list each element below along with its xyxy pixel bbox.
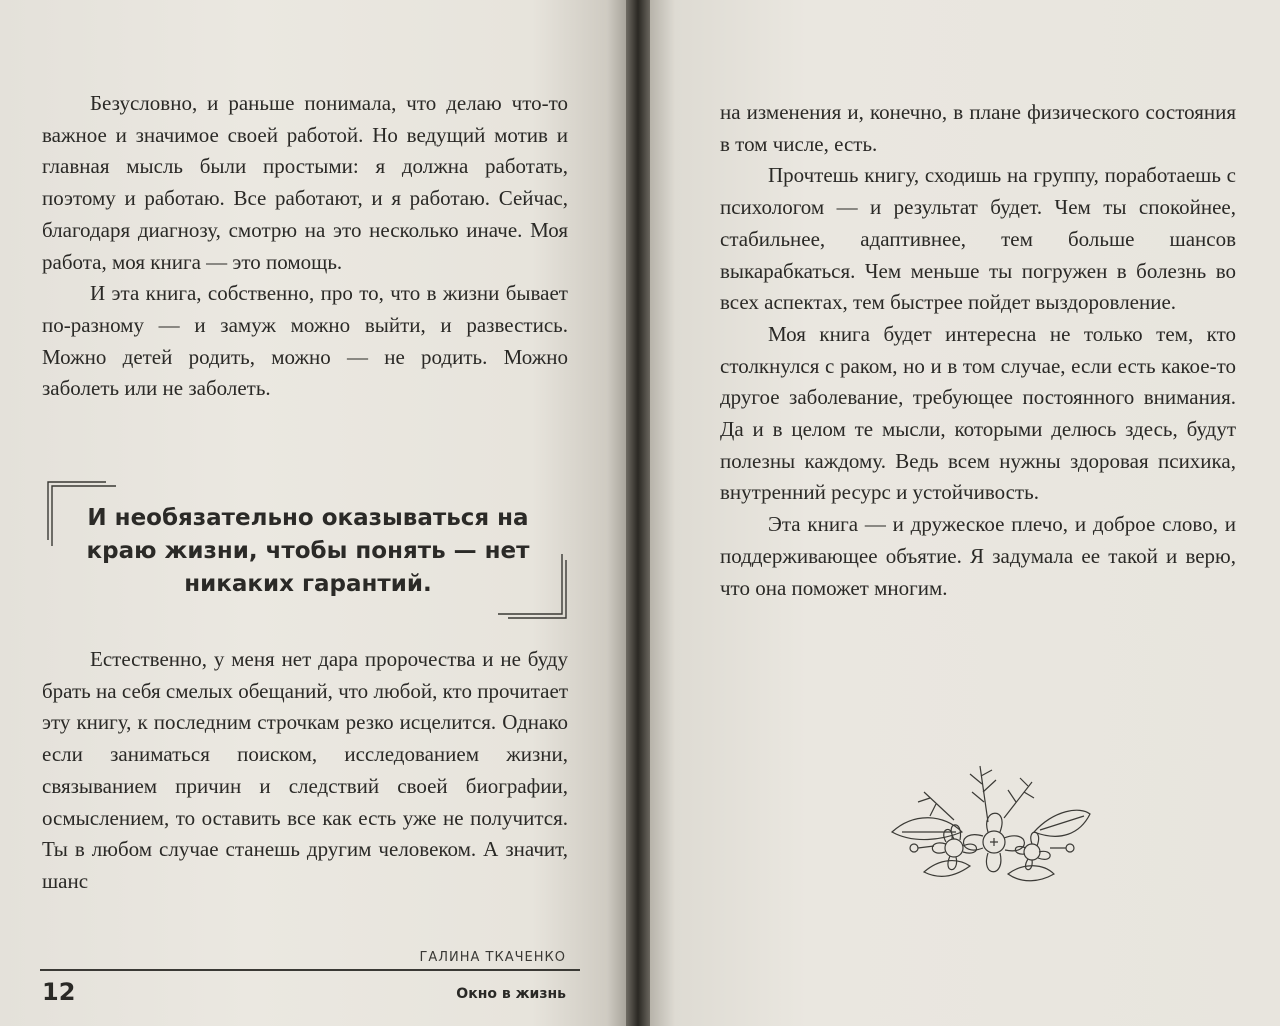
right-body [720,97,1236,604]
pull-quote [46,480,570,620]
book-gutter [626,0,650,1026]
paragraph: Моя книга будет интересна не только тем, кто столкнулся с раком, но и в том случае, если есть какое-то другое заболевание, требующее постоянного внимания. Да и в целом те мысли, которыми делюсь здесь, будут полезны каждому. Ведь всем нужны здоровая психика, внутренний ресурс и устойчивость. [720,321,1236,505]
paragraph: Естественно, у меня нет дара пророчества и не буду брать на себя смелых обещаний, что любой, кто прочитает эту книгу, к последним строчкам резко исцелится. Однако если заниматься поиском, исследованием жизни, связыванием причин и следствий своей биографии, осмыслением, то оставить все как есть уже не получится. Ты в любом случае станешь другим человеком. А значит, шанс [42,647,568,893]
quote-text: И необязательно оказываться на краю жизни, чтобы понять — нет никаких гарантий. [86,505,530,597]
page-number: 12 [42,978,76,1006]
flower-ornament-icon [884,762,1094,892]
footer-divider [40,969,580,971]
left-page [0,0,626,1026]
paragraph: Эта книга — и дружеское плечо, и доброе слово, и поддерживающее объятие. Я задумала ее такой и верю, что она поможет многим. [720,512,1236,600]
paragraph: И эта книга, собственно, про то, что в жизни бывает по-разному — и замуж можно выйти, и развестись. Можно детей родить, можно — не родить. Можно заболеть или не заболеть. [42,281,568,401]
paragraph: Прочтешь книгу, сходишь на группу, поработаешь с психологом — и результат будет. Чем ты спокойнее, стабильнее, адаптивнее, тем больше шансов выкарабкаться. Чем меньше ты погружен в болезнь во всех аспектах, тем быстрее пойдет выздоровление. [720,163,1236,315]
left-body-top [42,88,568,405]
running-author: ГАЛИНА ТКАЧЕНКО [419,950,566,965]
continuation-paragraph: на изменения и, конечно, в плане физического состояния в том числе, есть. [720,100,1236,156]
left-body-bottom [42,644,568,898]
paragraph: Безусловно, и раньше понимала, что делаю что-то важное и значимое своей работой. Но ведущий мотив и главная мысль были простыми: я должна работать, поэтому и работаю. Все работают, и я работаю. Сейчас, благодаря диагнозу, смотрю на это несколько иначе. Моя работа, моя книга — это помощь. [42,91,568,274]
running-title: Окно в жизнь [456,986,566,1002]
